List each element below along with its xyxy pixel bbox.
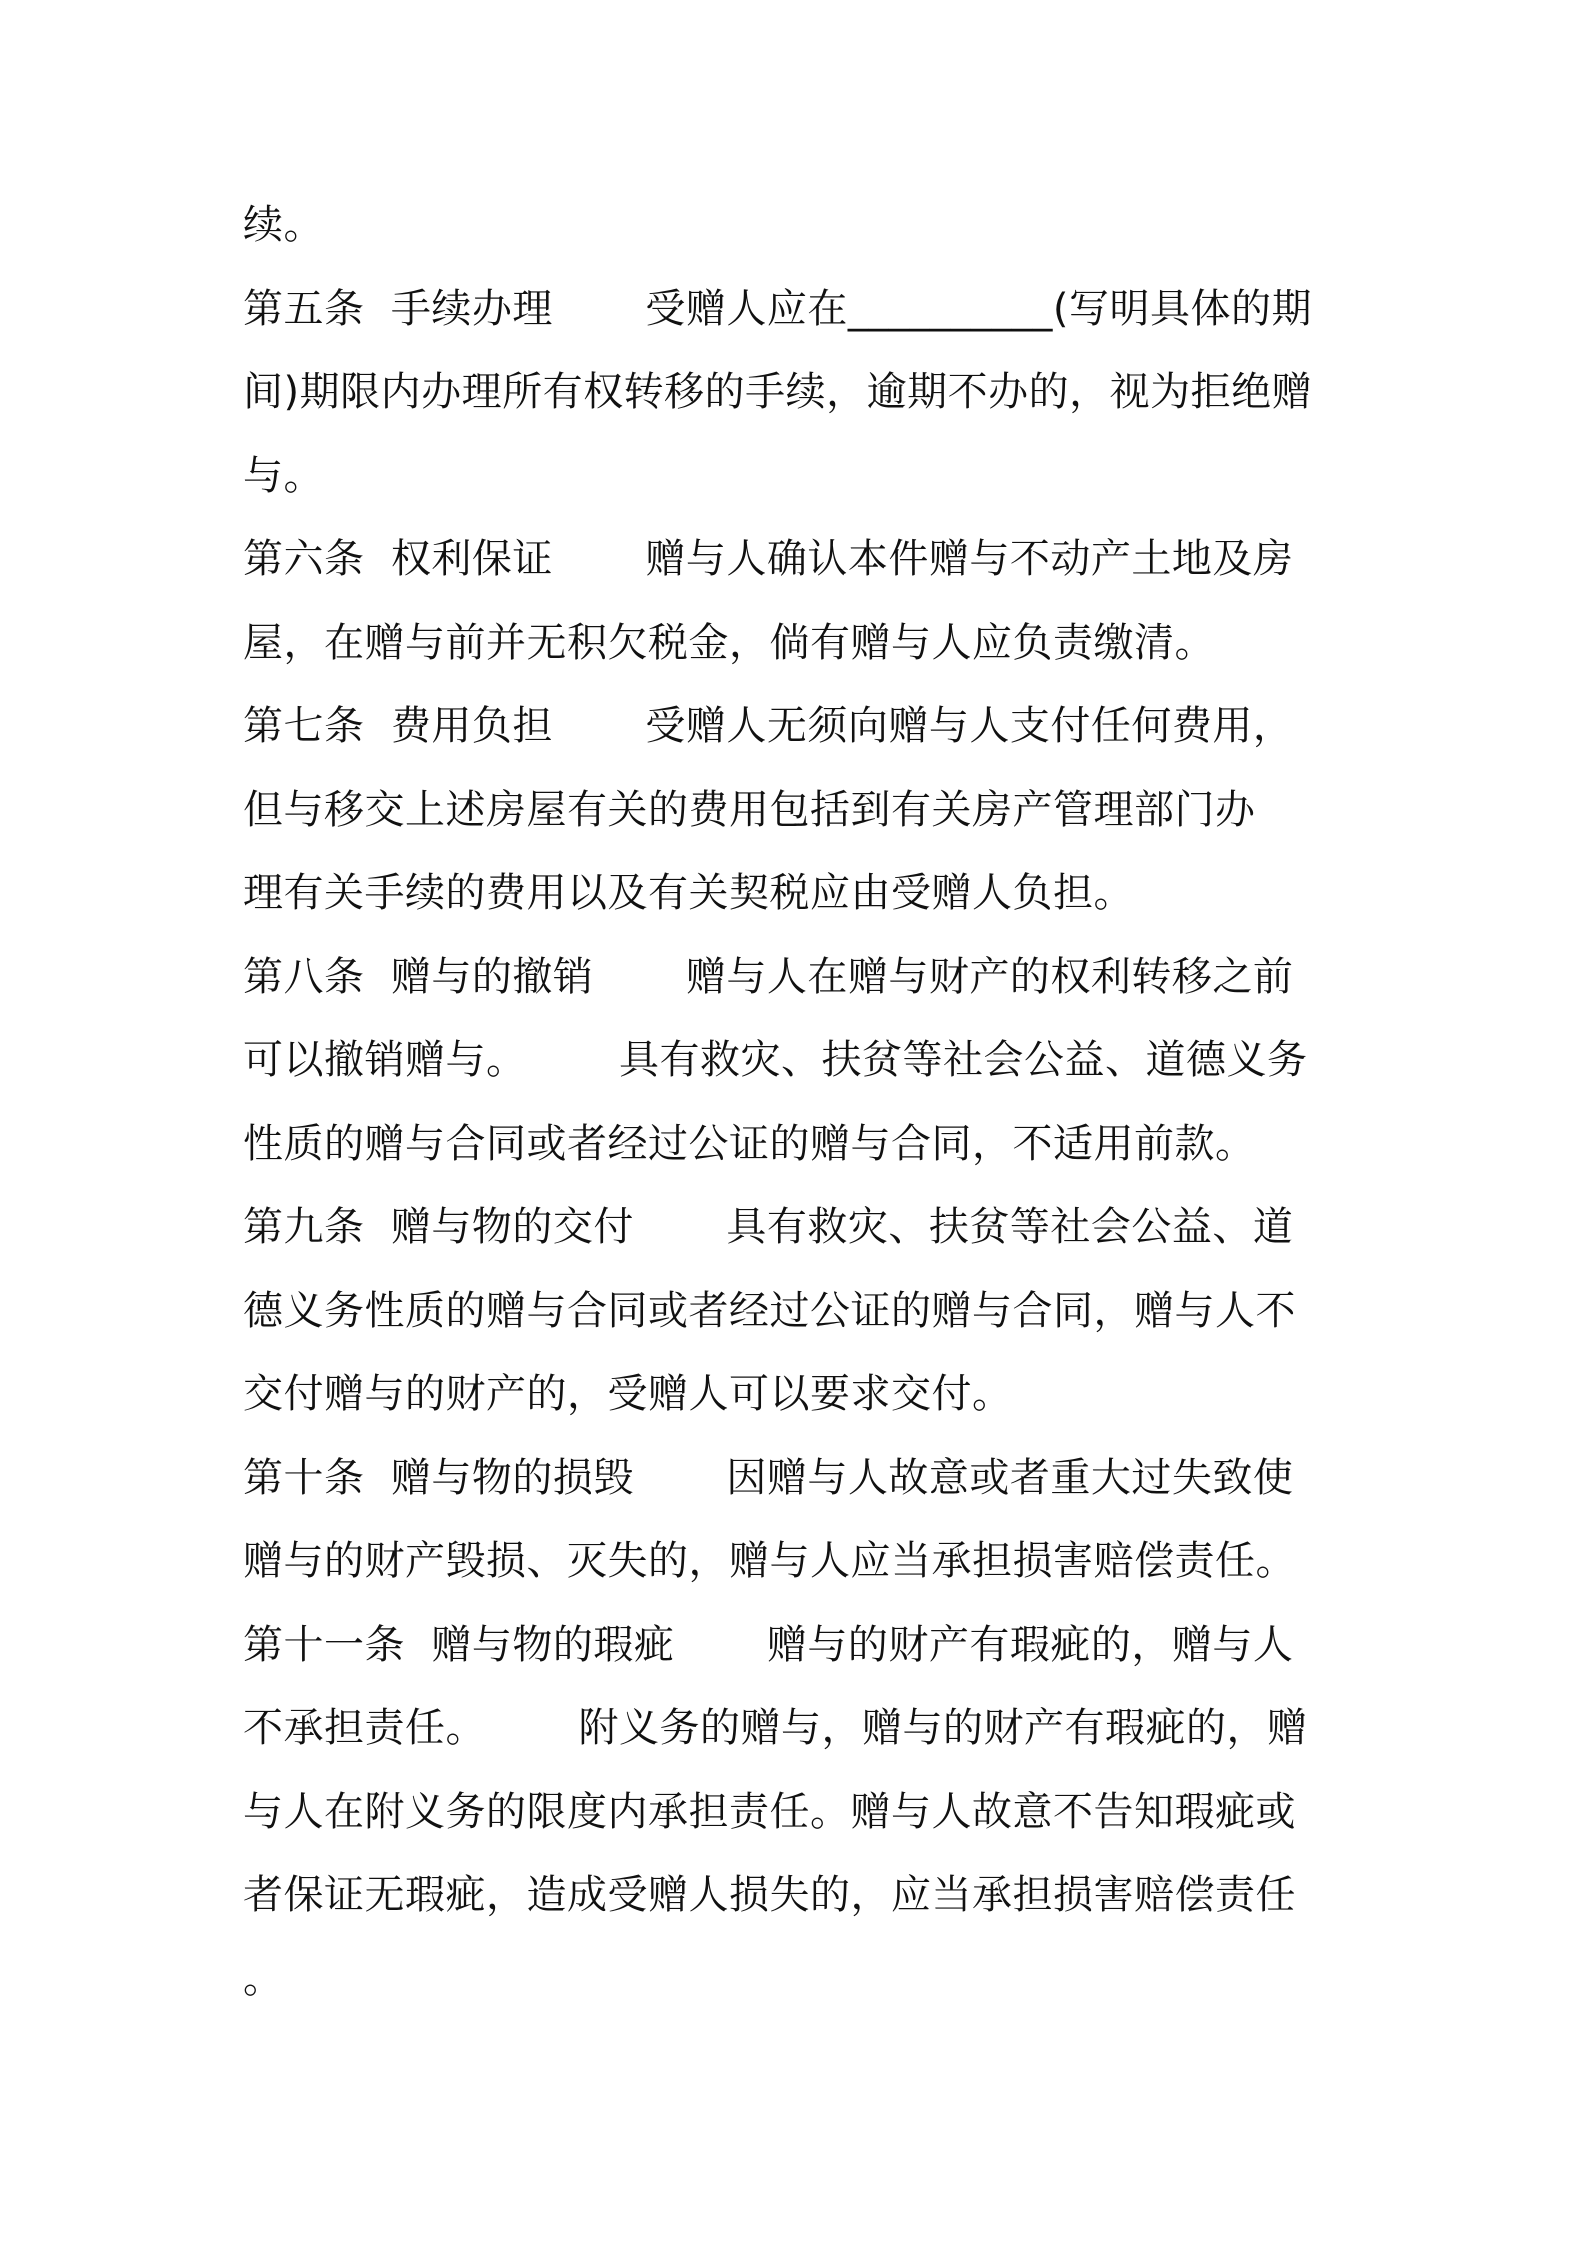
text-line: 但与移交上述房屋有关的费用包括到有关房产管理部门办 [243,787,1256,833]
text-line: 间)期限内办理所有权转移的手续，逾期不办的，视为拒绝赠 [243,369,1313,415]
text-line: 不承担责任。 附义务的赠与，赠与的财产有瑕疵的，赠 [243,1705,1308,1751]
text-line: 赠与的财产毁损、灭失的，赠与人应当承担损害赔偿责任。 [243,1538,1296,1584]
text-line: 第七条 费用负担 受赠人无须向赠与人支付任何费用， [243,703,1294,749]
text-line: 性质的赠与合同或者经过公证的赠与合同，不适用前款。 [243,1121,1256,1167]
text-line: 理有关手续的费用以及有关契税应由受赠人负担。 [243,870,1134,916]
text-line: 者保证无瑕疵，造成受赠人损失的，应当承担损害赔偿责任 [243,1872,1296,1918]
text-line: 德义务性质的赠与合同或者经过公证的赠与合同，赠与人不 [243,1288,1296,1334]
text-line: 交付赠与的财产的，受赠人可以要求交付。 [243,1371,1013,1417]
text-line: 第八条 赠与的撤销 赠与人在赠与财产的权利转移之前 [243,954,1294,1000]
text-line: 。 [243,1956,284,2002]
text-line: 与。 [243,453,324,499]
text-line: 第五条 手续办理 受赠人应在__________(写明具体的期 [243,286,1313,332]
text-line: 第九条 赠与物的交付 具有救灾、扶贫等社会公益、道 [243,1204,1294,1250]
text-line: 屋，在赠与前并无积欠税金，倘有赠与人应负责缴清。 [243,620,1215,666]
text-line: 可以撤销赠与。 具有救灾、扶贫等社会公益、道德义务 [243,1037,1308,1083]
text-line: 续。 [243,202,324,248]
text-line: 第六条 权利保证 赠与人确认本件赠与不动产土地及房 [243,536,1294,582]
text-line: 第十一条 赠与物的瑕疵 赠与的财产有瑕疵的，赠与人 [243,1622,1294,1668]
text-line: 与人在附义务的限度内承担责任。赠与人故意不告知瑕疵或 [243,1789,1296,1835]
text-line: 第十条 赠与物的损毁 因赠与人故意或者重大过失致使 [243,1455,1294,1501]
